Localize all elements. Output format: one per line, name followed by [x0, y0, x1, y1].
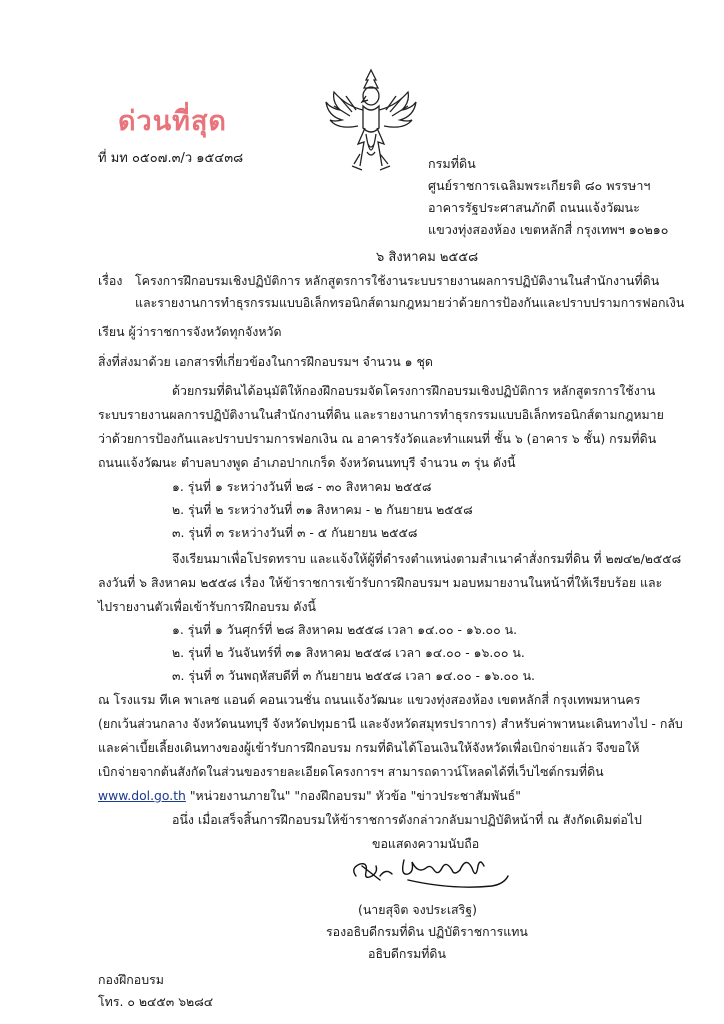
subject-label: เรื่อง	[98, 273, 123, 288]
garuda-emblem-icon	[322, 66, 420, 176]
para1-line-4: ถนนแจ้งวัฒนะ ตำบลบางพูด อำเภอปากเกร็ด จังหวัดนนทบุรี จำนวน ๓ รุ่น ดังนี้	[98, 455, 516, 470]
signature-image	[342, 846, 512, 894]
para2-line-2: ลงวันที่ ๖ สิงหาคม ๒๕๕๘ เรื่อง ให้ข้าราชการเข้ารับการฝึกอบรมฯ มอบหมายงานในหน้าที่ให้เรียบร้อย และ	[98, 575, 663, 590]
subject-line-2: และรายงานการทำธุรกรรมแบบอิเล็กทรอนิกส์ตามกฎหมายว่าด้วยการป้องกันและปราบปรามการฟอกเงิน	[135, 295, 685, 310]
subject-line-1: โครงการฝึกอบรมเชิงปฏิบัติการ หลักสูตรการใช้งานระบบรายงานผลการปฏิบัติงานในสำนักงานที่ดิน	[135, 273, 660, 288]
para2-line-4: ณ โรงแรม ทีเค พาเลซ แอนด์ คอนเวนชั่น ถนนแจ้งวัฒนะ แขวงทุ่งสองห้อง เขตหลักสี่ กรุงเทพมหานคร	[98, 692, 641, 707]
signatory-name: (นายสุจิต จงประเสริฐ)	[358, 902, 477, 917]
list-item: ๓. รุ่นที่ ๓ ระหว่างวันที่ ๓ - ๕ กันยายน ๒๕๕๘	[172, 525, 418, 540]
para3: อนึ่ง เมื่อเสร็จสิ้นการฝึกอบรมให้ข้าราชการดังกล่าวกลับมาปฏิบัติหน้าที่ ณ สังกัดเดิมต่อไป	[172, 812, 642, 827]
para2-line-6: และค่าเบี้ยเลี้ยงเดินทางของผู้เข้ารับการฝึกอบรม กรมที่ดินได้โอนเงินให้จังหวัดเพื่อเบิกจ่ายแล้ว จึงขอให้	[98, 740, 640, 755]
para1-line-1: ด้วยกรมที่ดินได้อนุมัติให้กองฝึกอบรมจัดโครงการฝึกอบรมเชิงปฏิบัติการ หลักสูตรการใช้งาน	[172, 383, 656, 398]
list-item: ๓. รุ่นที่ ๓ วันพฤหัสบดีที่ ๓ กันยายน ๒๕๕๘ เวลา ๑๔.๐๐ - ๑๖.๐๐ น.	[172, 668, 536, 683]
closing-salutation: ขอแสดงความนับถือ	[372, 836, 480, 851]
footer-phone: โทร. ๐ ๒๔๕๓ ๖๒๘๔	[98, 994, 214, 1009]
footer-division: กองฝึกอบรม	[98, 972, 164, 987]
agency-name: กรมที่ดิน	[428, 156, 476, 171]
urgency-stamp: ด่วนที่สุด	[118, 106, 227, 137]
list-item: ๒. รุ่นที่ ๒ วันจันทร์ที่ ๓๑ สิงหาคม ๒๕๕๘ เวลา ๑๔.๐๐ - ๑๖.๐๐ น.	[172, 645, 525, 660]
address-line-2: อาคารรัฐประศาสนภักดี ถนนแจ้งวัฒนะ	[428, 200, 640, 215]
para1-line-2: ระบบรายงานผลการปฏิบัติงานในสำนักงานที่ดิน และรายงานการทำธุรกรรมแบบอิเล็กทรอนิกส์ตามกฎหมาย	[98, 407, 664, 422]
para2-line-3: ไปรายงานตัวเพื่อเข้ารับการฝึกอบรม ดังนี้	[98, 599, 316, 614]
list-item: ๑. รุ่นที่ ๑ วันศุกร์ที่ ๒๘ สิงหาคม ๒๕๕๘ เวลา ๑๔.๐๐ - ๑๖.๐๐ น.	[172, 622, 518, 637]
address-line-1: ศูนย์ราชการเฉลิมพระเกียรติ ๘๐ พรรษาฯ	[428, 178, 651, 193]
para1-line-3: ว่าด้วยการป้องกันและปราบปรามการฟอกเงิน ณ อาคารรังวัดและทำแผนที่ ชั้น ๖ (อาคาร ๖ ชั้น) กรมที่ดิน	[98, 431, 657, 446]
enclosure: สิ่งที่ส่งมาด้วย เอกสารที่เกี่ยวข้องในการฝึกอบรมฯ จำนวน ๑ ชุด	[98, 354, 433, 369]
website-link[interactable]: www.dol.go.th	[98, 788, 186, 803]
address-line-3: แขวงทุ่งสองห้อง เขตหลักสี่ กรุงเทพฯ ๑๐๒๑๐	[428, 222, 669, 237]
list-item: ๒. รุ่นที่ ๒ ระหว่างวันที่ ๓๑ สิงหาคม - ๒ กันยายน ๒๕๕๘	[172, 502, 473, 517]
website-path-text: "หน่วยงานภายใน" "กองฝึกอบรม" หัวข้อ "ข่าวประชาสัมพันธ์"	[185, 788, 521, 803]
list-item: ๑. รุ่นที่ ๑ ระหว่างวันที่ ๒๘ - ๓๐ สิงหาคม ๒๕๕๘	[172, 479, 432, 494]
signatory-title-1: รองอธิบดีกรมที่ดิน ปฏิบัติราชการแทน	[326, 924, 528, 939]
para2-line-8	[98, 790, 521, 802]
para2-line-1: จึงเรียนมาเพื่อโปรดทราบ และแจ้งให้ผู้ที่ดำรงตำแหน่งตามสำเนาคำสั่งกรมที่ดิน ที่ ๒๗๔๒/๒๕๕๘	[172, 551, 682, 566]
signatory-title-2: อธิบดีกรมที่ดิน	[368, 946, 446, 961]
recipient: เรียน ผู้ว่าราชการจังหวัดทุกจังหวัด	[98, 324, 282, 339]
document-number: ที่ มท ๐๕๐๗.๓/ว ๑๕๔๓๘	[98, 151, 244, 166]
para2-line-7: เบิกจ่ายจากต้นสังกัดในส่วนของรายละเอียดโครงการฯ สามารถดาวน์โหลดได้ที่เว็บไซต์กรมที่ดิน	[98, 764, 604, 779]
letter-date: ๖ สิงหาคม ๒๕๕๘	[376, 250, 479, 265]
para2-line-5: (ยกเว้นส่วนกลาง จังหวัดนนทบุรี จังหวัดปทุมธานี และจังหวัดสมุทรปราการ) สำหรับค่าพาหนะเดินทางไป - กลับ	[98, 716, 683, 731]
